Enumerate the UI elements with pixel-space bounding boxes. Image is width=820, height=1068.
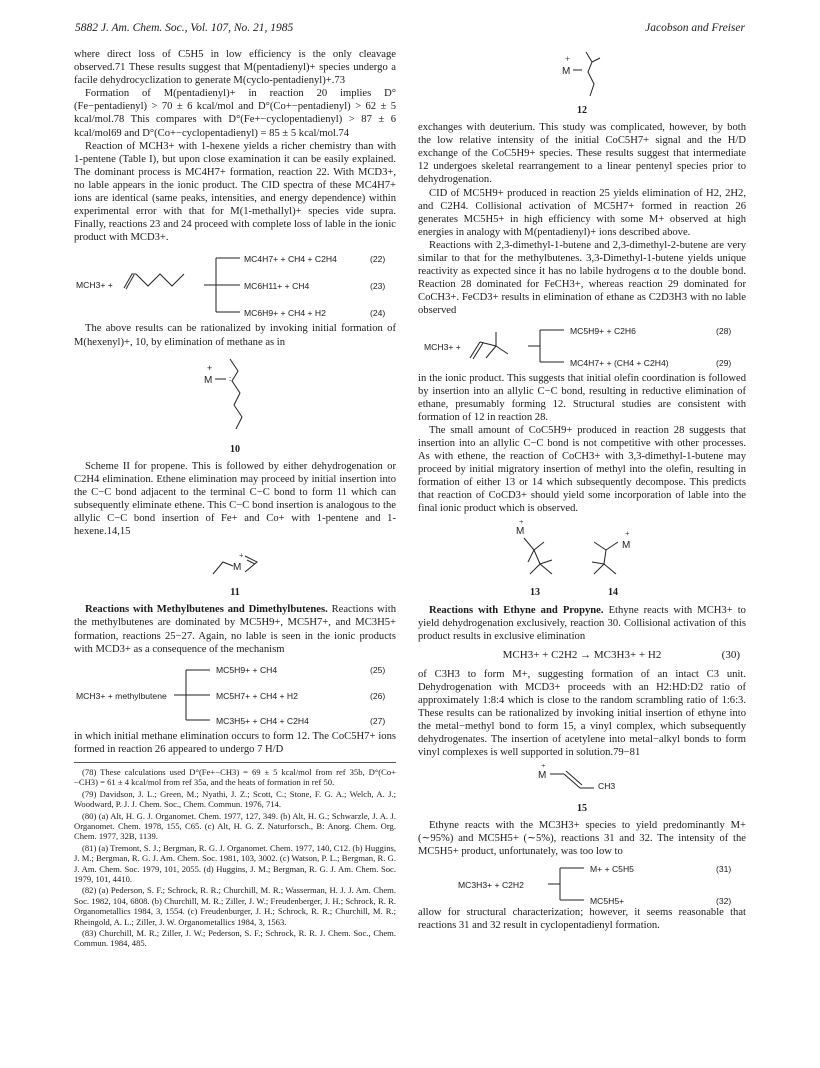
branch-arrows <box>174 664 214 726</box>
paragraph <box>418 604 746 643</box>
eq-number: (31) <box>716 863 732 874</box>
header-citation: 5882 J. Am. Chem. Soc., Vol. 107, No. 21, 1985 <box>75 22 294 34</box>
svg-text:+: + <box>565 54 571 64</box>
eq-number: (30) <box>721 648 740 661</box>
svg-text:M: M <box>516 525 525 537</box>
reaction-scheme-28-29 <box>418 324 746 372</box>
reaction-scheme-31-32 <box>418 862 746 906</box>
paragraph: in the ionic product. This suggests that initial olefin coordination is followed by insertion into an allylic C−C bond, resulting in reductive elimination of ethane, presumably forming 12. Structural studies are consistent with formation of 12 in reaction 28. <box>418 372 746 423</box>
hexenyl-complex-drawing <box>202 353 262 437</box>
paragraph: The above results can be rationalized by invoking initial formation of M(hexenyl)+, 10, by elimination of methane as in <box>74 323 396 348</box>
reactant: MC3H3+ + C2H2 <box>458 879 524 890</box>
compound-label: 11 <box>230 587 240 599</box>
footnote: (81) (a) Tremont, S. J.; Bergman, R. G. J. Organomet. Chem. 1977, 140, C12. (b) Huggins, J. M.; Bergman, R. G. J. Am. Chem. Soc. 1981, 103, 3002. (c) Watson, P. L.; Bergman, R. G. J. Am. Chem. Soc. 1979, 101, 2055. (d) Huggins, J. M.; Bergman, R. G. J. Am. Chem. Soc. 1979, 101, 4410. <box>74 842 396 884</box>
product-28: MC5H9+ + C2H6 <box>570 325 636 336</box>
eq-number: (22) <box>370 254 386 265</box>
eq-number: (26) <box>370 690 386 701</box>
running-header <box>75 22 745 38</box>
svg-text:M: M <box>204 374 213 386</box>
reactant: MCH3+ + methylbutene <box>76 690 167 701</box>
product-29: MC4H7+ + (CH4 + C2H4) <box>570 357 669 368</box>
product-27: MC3H5+ + CH4 + C2H4 <box>216 715 309 726</box>
footnote: (78) These calculations used D°(Fe+−CH3) = 69 ± 5 kcal/mol from ref 35b, D°(Co+−CH3) = 61 ± 4 kcal/mol from ref 35a, and the heats of formation in ref 50. <box>74 766 396 788</box>
structure-11 <box>74 542 396 582</box>
dimethylbutene-structure <box>466 328 516 364</box>
eq-number: (23) <box>370 281 386 292</box>
header-authors: Jacobson and Freiser <box>645 22 745 34</box>
svg-text:+: + <box>541 763 546 770</box>
compound-label: 13 <box>530 586 540 598</box>
reaction-scheme-22-24 <box>74 248 396 322</box>
equation-30 <box>418 649 746 662</box>
structure-10 <box>74 353 396 439</box>
section-heading: Reactions with Ethyne and Propyne. <box>429 604 604 616</box>
pentenyl-complex-drawing <box>560 48 610 100</box>
footnote: (82) (a) Pederson, S. F.; Schrock, R. R.; Churchill, M. R.; Wasserman, H. J. J. Am. Chem. Soc. 1982, 104, 6808. (b) Churchill, M. R.; Ziller, J. W.; Freudenberger, J. H.; Schrock, R. R. Organometallics 1984, 3, 1554. (c) Freudenburger, J. H.; Schrock, R. R.; Churchill, M. R.; Rheingold, A. L.; Ziller, J. W. Organometallics 1984, 3, 1563. <box>74 885 396 927</box>
paragraph: Scheme II for propene. This is followed by either dehydrogenation or C2H4 elimination. Ethene elimination may proceed by initial insertion into the C−C bond adjacent to the terminal C−C bond to form 11 which can subsequently eliminate ethene. This C−C bond insertion is analogous to the allylic C−C bond insertion of Fe+ and Co+ with 1-pentene and 1-hexene.14,15 <box>74 460 396 538</box>
footnotes <box>74 762 396 949</box>
eq-number: (24) <box>370 308 386 319</box>
branch-arrows <box>528 324 568 368</box>
left-column <box>74 48 396 950</box>
svg-text::: : <box>229 373 232 383</box>
compound-label: 15 <box>577 802 587 814</box>
reaction-scheme-25-27 <box>74 660 396 730</box>
structure-15 <box>418 764 746 798</box>
eq-number: (32) <box>716 895 732 906</box>
svg-text:M: M <box>622 539 631 551</box>
paragraph <box>74 603 396 655</box>
paragraph: exchanges with deuterium. This study was complicated, however, by both the low relative intensity of the initial CoC5H7+ signal and the H/D exchange of the CoC5H9+ species. These results suggest that intermediate 12 undergoes skeletal rearrangement to a linear pentenyl species prior to dehydrogenation. <box>418 122 746 186</box>
svg-text:+: + <box>239 551 244 561</box>
metallacycle-drawing <box>209 542 269 582</box>
footnote: (80) (a) Alt, H. G. J. Organomet. Chem. 1977, 127, 349. (b) Alt, H. G.; Schwarzle, J. A. J. Organomet. Chem. 1978, 155, C65. (c) Alt, H. G. Z. Naturforsch., B: Anorg. Chem. Org. Chem. 1977, 32B, 1139. <box>74 810 396 842</box>
eq-number: (29) <box>716 357 732 368</box>
structure-12 <box>418 48 746 100</box>
eq-number: (28) <box>716 325 732 336</box>
footnote: (79) Davidson, J. L.; Green, M.; Nyathi, J. Z.; Scott, C.; Stone, F. G. A.; Welch, A. J.; Woodward, P. J. J. Chem. Soc., Chem. Commun. 1976, 714. <box>74 788 396 810</box>
hexene-structure <box>122 268 194 292</box>
paragraph: The small amount of CoC5H9+ produced in reaction 28 suggests that insertion into an allylic C−C bond is not competitive with other processes. As with ethene, the reaction of CoCH3+ with 3,3-dimethyl-1-butene may proceed by initial migratory insertion of methyl into the olefin, resulting in formation of either 13 or 14 which subsequently decompose. This predicts that reaction of CoCD3+ should yield some incorporation of lable into the final ionic product which is observed. <box>418 424 746 515</box>
eq-number: (25) <box>370 664 386 675</box>
paragraph-text: Reactions with the methylbutenes are dominated by MC5H9+, MC5H7+, and MC3H5+ formation, reactions 25−27. Again, no lable is seen in the ionic products with MCD3+ as a consequence of the mechanism <box>74 604 396 655</box>
alkyl-complex-drawings <box>514 520 654 580</box>
eq-number: (27) <box>370 715 386 726</box>
product-32: MC5H5+ <box>590 895 625 906</box>
paragraph: Reaction of MCH3+ with 1-hexene yields a richer chemistry than with 1-pentene (Table I), but upon close examination it can be easily explained. The dominant process is MC4H7+ formation, reaction 22. With MCD3+, no lable appears in the ionic product. The CID spectra of these MC4H7+ ions are identical (same peaks, intensities, and energy dependence) within experimental error with that for M(1-methallyl)+ species vide supra. Finally, reactions 23 and 24 proceed with complete loss of lable in the ionic product with MCD3+. <box>74 140 396 244</box>
compound-labels-13-14 <box>418 584 746 598</box>
product-23: MC6H11+ + CH4 <box>244 281 310 292</box>
svg-text:M: M <box>538 769 547 781</box>
structures-13-14 <box>418 520 746 580</box>
branch-arrows <box>204 252 244 318</box>
product-25: MC5H9+ + CH4 <box>216 664 278 675</box>
vinyl-complex-drawing <box>536 764 646 798</box>
product-31: M+ + C5H5 <box>590 863 634 874</box>
paragraph: Ethyne reacts with the MC3H3+ species to yield predominantly M+ (∼95%) and MC5H5+ (∼5%), reactions 31 and 32. The intensity of the MC5H5+ product, unfortunately, was too low to <box>418 819 746 857</box>
svg-text:+: + <box>625 528 630 538</box>
paragraph: in which initial methane elimination occurs to form 12. The CoC5H7+ ions formed in reaction 26 appeared to undergo 7 H/D <box>74 730 396 755</box>
paragraph: Reactions with 2,3-dimethyl-1-butene and 2,3-dimethyl-2-butene are very similar to that for the methylbutenes. 3,3-Dimethyl-1-butene yields unique reactivity as expected since it has no labile hydrogens α to the double bond. Reaction 28 dominated for FeCH3+, whereas reaction 29 dominated for CoCH3+. FeCD3+ results in elimination of ethane as C2D3H3 with no lable observed <box>418 239 746 317</box>
svg-text:+: + <box>519 519 524 526</box>
paragraph: CID of MC5H9+ produced in reaction 25 yields elimination of H2, 2H2, and C2H4. Collisional activation of MC5H7+ formed in reaction 26 generates MC5H5+ in high efficiency with some M+ observed at high energies in analogy with M(pentadienyl)+ ions described above. <box>418 187 746 238</box>
right-column <box>418 48 746 932</box>
product-22: MC4H7+ + CH4 + C2H4 <box>244 254 337 265</box>
reactant: MCH3+ + <box>424 341 461 352</box>
branch-arrows <box>548 862 588 906</box>
paragraph: allow for structural characterization; however, it seems reasonable that reactions 31 and 32 result in cyclopentadienyl formation. <box>418 906 746 932</box>
reactant: MCH3+ + <box>76 280 113 291</box>
paragraph: of C3H3 to form M+, suggesting formation of an intact C3 unit. Dehydrogenation with MCD3+ proceeds with an H2:HD:D2 ratio of approximately 1:8:4 which is close to the random scrambling ratio of 1:6:3. These results can be rationalized by invoking initial insertion of ethyne into the metal−methyl bond to form 15, a vinyl complex, which subsequently dehydrogenates. The insertion of acetylene into metal−alkyl bonds to form vinyl complexes is well supported in solution.79−81 <box>418 668 746 759</box>
compound-label: 14 <box>608 586 618 598</box>
paragraph: where direct loss of C5H5 in low efficiency is the only cleavage observed.71 These results suggest that M(pentadienyl)+ species undergo a facile dehydrocyclization to generate M(cyclo-pentadienyl)+.73 <box>74 49 396 87</box>
compound-label: 10 <box>230 443 240 455</box>
compound-label: 12 <box>577 105 587 116</box>
paragraph: Formation of M(pentadienyl)+ in reaction 20 implies D°(Fe−pentadienyl) > 70 ± 6 kcal/mol and D°(Co+−pentadienyl) > 62 ± 5 kcal/mol.78 This compares with D°(Fe+−cyclopentadienyl) > 87 ± 6 kcal/mol69 and D°(Co+−cyclopentadienyl) = 85 ± 5 kcal/mol.74 <box>74 88 396 139</box>
paragraph-text: Ethyne reacts with MCH3+ to yield dehydrogenation exclusively, reaction 30. Collisional activation of this product results in exclusive elimination <box>418 604 746 642</box>
product-26: MC5H7+ + CH4 + H2 <box>216 690 298 701</box>
product-24: MC6H9+ + CH4 + H2 <box>244 308 326 319</box>
svg-text:M: M <box>233 562 242 574</box>
footnote: (83) Churchill, M. R.; Ziller, J. W.; Pederson, S. F.; Schrock, R. R. J. Chem. Soc., Chem. Commun. 1984, 485. <box>74 928 396 949</box>
section-heading: Reactions with Methylbutenes and Dimethylbutenes. <box>85 604 328 616</box>
svg-text:+: + <box>207 362 213 373</box>
methyl-label: CH3 <box>598 780 616 791</box>
equation-text: MCH3+ + C2H2 → MC3H3+ + H2 <box>502 648 662 661</box>
svg-text:M: M <box>562 66 571 77</box>
